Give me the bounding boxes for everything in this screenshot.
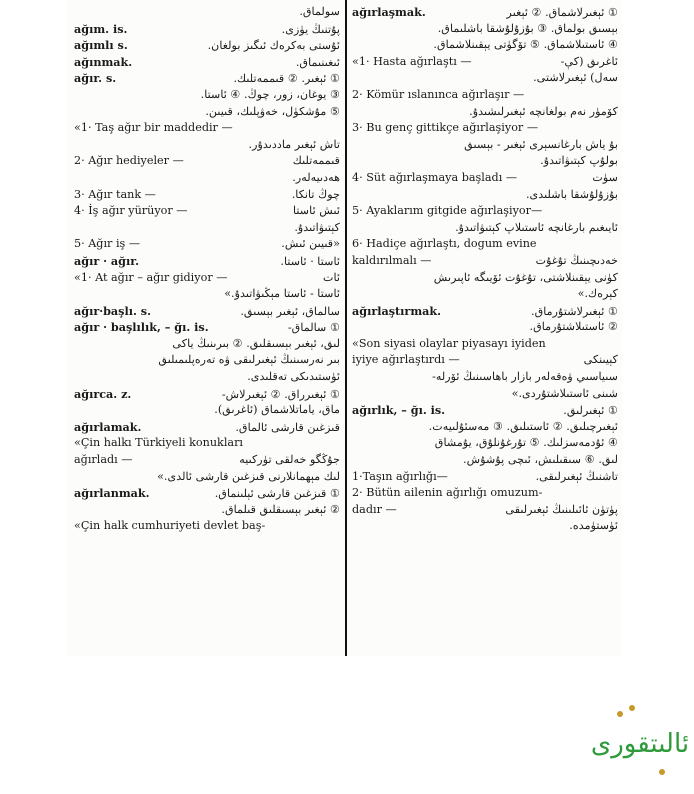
dictionary-line (352, 170, 618, 187)
headword: ağır · ağır. (74, 253, 139, 268)
dictionary-line (74, 21, 340, 38)
dictionary-line (352, 352, 618, 369)
uyghur-text: ھەدىيەلەر. (292, 170, 340, 184)
uyghur-text: ئايىغىم بارغانچە ئاستىلاپ كېتىۋاتىدۇ. (455, 220, 618, 234)
dictionary-line (352, 386, 618, 403)
turkish-text: iyiye ağırlaştırdı — (352, 353, 460, 367)
turkish-text: 5· Ağır iş — (74, 237, 141, 251)
dictionary-line (74, 402, 340, 419)
uyghur-text: بېسىق بولماق. ③ بۇزۇلۇشقا باشلىماق. (437, 21, 618, 35)
uyghur-text: ئېغىرچىلىق. ② ئاستىلىق. ③ مەسئۇلىيەت. (428, 419, 618, 433)
dictionary-line (74, 70, 340, 87)
dictionary-line (352, 137, 618, 154)
uyghur-text: لىق، ئېغىر بېسىقلىق. ② بىرىنىڭ ياكى (172, 336, 340, 350)
uyghur-text: ⑤ مۇشكۈل، خەۋپلىك، قىيىن. (205, 104, 340, 118)
dictionary-line (74, 369, 340, 386)
uyghur-text: سىياسىي ۋەقەلەر بازار باھاسىنىڭ ئۆرلە- (432, 370, 618, 384)
turkish-text: 1·Taşın ağırlığı— (352, 469, 448, 483)
headword: ağır · başlılık, – ğı. is. (74, 320, 209, 335)
uyghur-text: ماق، ياماتلاشماق (ئاغرىق). (214, 403, 340, 417)
uyghur-text: سۈت (592, 170, 618, 184)
uyghur-text: خەدىچىنىڭ تۇغۇت (535, 253, 618, 267)
dictionary-line (74, 87, 340, 104)
dictionary-line (352, 336, 618, 353)
dictionary-line (352, 87, 618, 104)
headword: ağırlaştırmak. (352, 303, 442, 318)
uyghur-text: سولماق. (299, 5, 340, 18)
dictionary-line (74, 485, 340, 502)
turkish-text: 5· Ayaklarım gitgide ağırlaşiyor— (352, 204, 543, 218)
dictionary-line (352, 104, 618, 121)
turkish-text: 6· Hadiçe ağırlaştı, dogum evine (352, 237, 537, 251)
right-column (352, 4, 618, 652)
turkish-text: «Son siyasi olaylar piyasayı iyiden (352, 336, 546, 350)
turkish-text: dadır — (352, 502, 397, 516)
uyghur-text: سەل) ئېغىرلاشتى. (533, 71, 618, 85)
turkish-text: 4· Süt ağırlaşmaya başladı — (352, 170, 518, 184)
left-column (74, 4, 340, 652)
dictionary-line (74, 37, 340, 54)
headword: ağırlık, – ğı. is. (352, 403, 446, 418)
dictionary-line (352, 502, 618, 519)
uyghur-text: ③ يوغان، زور، چوڭ. ④ ئاستا. (200, 87, 340, 101)
uyghur-text: تاشنىڭ ئېغىرلىقى. (535, 469, 618, 483)
turkish-text: ağırladı — (74, 453, 133, 467)
dictionary-line (74, 170, 340, 187)
dictionary-line (74, 187, 340, 204)
dictionary-line (74, 352, 340, 369)
scanned-page (66, 0, 622, 656)
dictionary-line (352, 153, 618, 170)
dictionary-line (74, 120, 340, 137)
uyghur-text: ② ئاستىلاشتۇرماق. (529, 320, 618, 334)
uyghur-text: ① ئېغىرلاشماق. ② ئېغىر (506, 6, 618, 19)
turkish-text: 2· Bütün ailenin ağırlığı omuzum- (352, 486, 543, 500)
dictionary-line (74, 303, 340, 320)
logo-text: ئالىتقورى (590, 729, 690, 759)
dictionary-line (74, 137, 340, 154)
uyghur-text: بۇ ياش بارغانسېرى ئېغىر - بېسىق (464, 137, 618, 151)
dictionary-line (74, 236, 340, 253)
dictionary-line (352, 469, 618, 486)
uyghur-text: سالماق، ئېغىر بېسىق. (240, 304, 340, 318)
dictionary-line (352, 253, 618, 270)
uyghur-text: ئاستا - ئاستا مېڭىۋاتىدۇ.» (224, 287, 340, 301)
uyghur-text: جۇڭگو خەلقى تۈركىيە (239, 453, 340, 467)
uyghur-text: ئۇستى بەكرەك ئىگىز بولغان. (207, 39, 340, 53)
uyghur-text: «قىيىن ئىش. (281, 237, 340, 251)
turkish-text: «Çin halkı Türkiyeli konukları (74, 436, 244, 450)
uyghur-text: ① ئېغىرلاشتۇرماق. (531, 304, 618, 318)
headword: ağımlı s. (74, 38, 128, 53)
uyghur-text: ئىغىنىماق. (295, 55, 340, 69)
uyghur-text: كېرەك.» (577, 287, 618, 301)
uyghur-text: ① ئېغىرراق. ② ئېغىرلاش- (221, 387, 340, 401)
dictionary-line (352, 402, 618, 419)
turkish-text: «1· At ağır – ağır gidiyor — (74, 270, 228, 284)
uyghur-text: قىممەتلىك (292, 154, 340, 168)
dictionary-line (352, 452, 618, 469)
headword: ağım. is. (74, 21, 128, 36)
dictionary-line (74, 419, 340, 436)
dictionary-line (352, 236, 618, 253)
headword: ağınmak. (74, 54, 133, 69)
uyghur-text: ئۈستىدىكى تەقلىدى. (247, 370, 340, 384)
dictionary-line (352, 187, 618, 204)
turkish-text: 2· Kömür ıslanınca ağırlaşır — (352, 87, 525, 101)
uyghur-text: بۇزۇلۇشقا باشلىدى. (525, 187, 618, 201)
dictionary-line (74, 435, 340, 452)
dictionary-line (352, 70, 618, 87)
uyghur-text: كېتىۋاتىدۇ. (294, 220, 340, 234)
uyghur-text: ② ئېغىر بېسىقلىق قىلماق. (221, 502, 340, 516)
watermark-logo (590, 690, 690, 790)
uyghur-text: ئاستا · ئاستا. (280, 254, 340, 268)
dictionary-line (74, 502, 340, 519)
dictionary-line (74, 153, 340, 170)
dictionary-line (74, 4, 340, 21)
dictionary-line (74, 386, 340, 403)
dictionary-line (74, 319, 340, 336)
logo-dot (617, 711, 623, 717)
uyghur-text: ① ئېغىر. ② قىممەتلىك. (233, 72, 340, 86)
dictionary-line (74, 469, 340, 486)
turkish-text: kaldırılmalı — (352, 253, 432, 267)
dictionary-line (352, 518, 618, 535)
dictionary-line (352, 319, 618, 336)
dictionary-line (352, 270, 618, 287)
headword: ağırca. z. (74, 386, 132, 401)
dictionary-line (352, 120, 618, 137)
dictionary-line (74, 253, 340, 270)
uyghur-text: شىنى ئاستىلاشتۇردى.» (511, 386, 618, 400)
headword: ağırlaşmak. (352, 5, 426, 19)
uyghur-text: بولۇپ كېتىۋاتىدۇ. (540, 154, 618, 168)
uyghur-text: ④ ئاستىلاشماق. ⑤ تۆگۈتى يېقىنلاشماق. (433, 38, 618, 52)
uyghur-text: ① قىزغىن قارشى ئېلىنماق. (214, 487, 340, 501)
dictionary-line (352, 54, 618, 71)
dictionary-line (352, 485, 618, 502)
dictionary-line (352, 203, 618, 220)
uyghur-text: پۇتنىڭ يۈزى. (281, 22, 340, 36)
uyghur-text: كېيىنكى (583, 353, 618, 367)
dictionary-line (352, 21, 618, 38)
uyghur-text: لىق. ⑥ سىقىلىش، ئىچى پۇشۇش. (463, 453, 618, 467)
dictionary-line (352, 303, 618, 320)
uyghur-text: پۈتۈن ئائىلىنىڭ ئېغىرلىقى (505, 502, 618, 516)
dictionary-line (74, 270, 340, 287)
dictionary-line (74, 220, 340, 237)
headword: ağır·başlı. s. (74, 303, 151, 318)
uyghur-text: تاش ئېغىر ماددىدۇر. (248, 137, 340, 151)
uyghur-text: بىر نەرسىنىڭ ئېغىرلىقى ۋە تەرەپلىمىلىق (158, 353, 340, 367)
dictionary-line (74, 54, 340, 71)
dictionary-line (74, 286, 340, 303)
turkish-text: 2· Ağır hediyeler — (74, 154, 184, 168)
uyghur-text: ④ ئۇدمەسزلىك. ⑤ تۇرغۇنلۇق، يۇمشاق (434, 436, 618, 450)
turkish-text: 4· İş ağır yürüyor — (74, 204, 188, 218)
logo-dot (629, 705, 635, 711)
uyghur-text: ئاغرىق (كې- (560, 54, 618, 68)
uyghur-text: ئۈستۈمدە. (569, 519, 618, 533)
uyghur-text: لىك مېھمانلارنى قىزغىن قارشى ئالدى.» (157, 469, 340, 483)
dictionary-line (74, 518, 340, 535)
dictionary-line (352, 435, 618, 452)
column-divider (345, 0, 347, 656)
logo-dot (659, 769, 665, 775)
uyghur-text: ئات (322, 270, 340, 284)
dictionary-line (74, 104, 340, 121)
uyghur-text: كۆمۈر نەم بولغانچە ئېغىرلىشىدۇ. (469, 104, 618, 118)
uyghur-text: ① ئېغىرلىق. (563, 404, 618, 418)
dictionary-line (352, 369, 618, 386)
turkish-text: «1· Taş ağır bir maddedir — (74, 121, 233, 135)
uyghur-text: ئىش ئاستا (293, 204, 340, 218)
dictionary-line (74, 336, 340, 353)
turkish-text: 3· Bu genç gittikçe ağırlaşiyor — (352, 121, 539, 135)
dictionary-line (352, 286, 618, 303)
dictionary-line (74, 452, 340, 469)
turkish-text: 3· Ağır tank — (74, 187, 156, 201)
headword: ağır. s. (74, 71, 117, 86)
dictionary-line (352, 419, 618, 436)
headword: ağırlanmak. (74, 486, 150, 501)
dictionary-line (352, 37, 618, 54)
turkish-text: «Çin halk cumhuriyeti devlet baş- (74, 519, 266, 533)
dictionary-line (352, 220, 618, 237)
headword: ağırlamak. (74, 419, 142, 434)
uyghur-text: قىزغىن قارشى ئالماق. (235, 420, 340, 434)
dictionary-line (74, 203, 340, 220)
turkish-text: «1· Hasta ağırlaştı — (352, 54, 472, 68)
uyghur-text: كۈنى يېقىنلاشتى، تۇغۇت ئۆيىگە ئاپىرىش (433, 270, 618, 284)
uyghur-text: ① سالماق- (287, 321, 340, 335)
uyghur-text: چوڭ تانكا. (291, 187, 340, 201)
dictionary-line (352, 4, 618, 21)
